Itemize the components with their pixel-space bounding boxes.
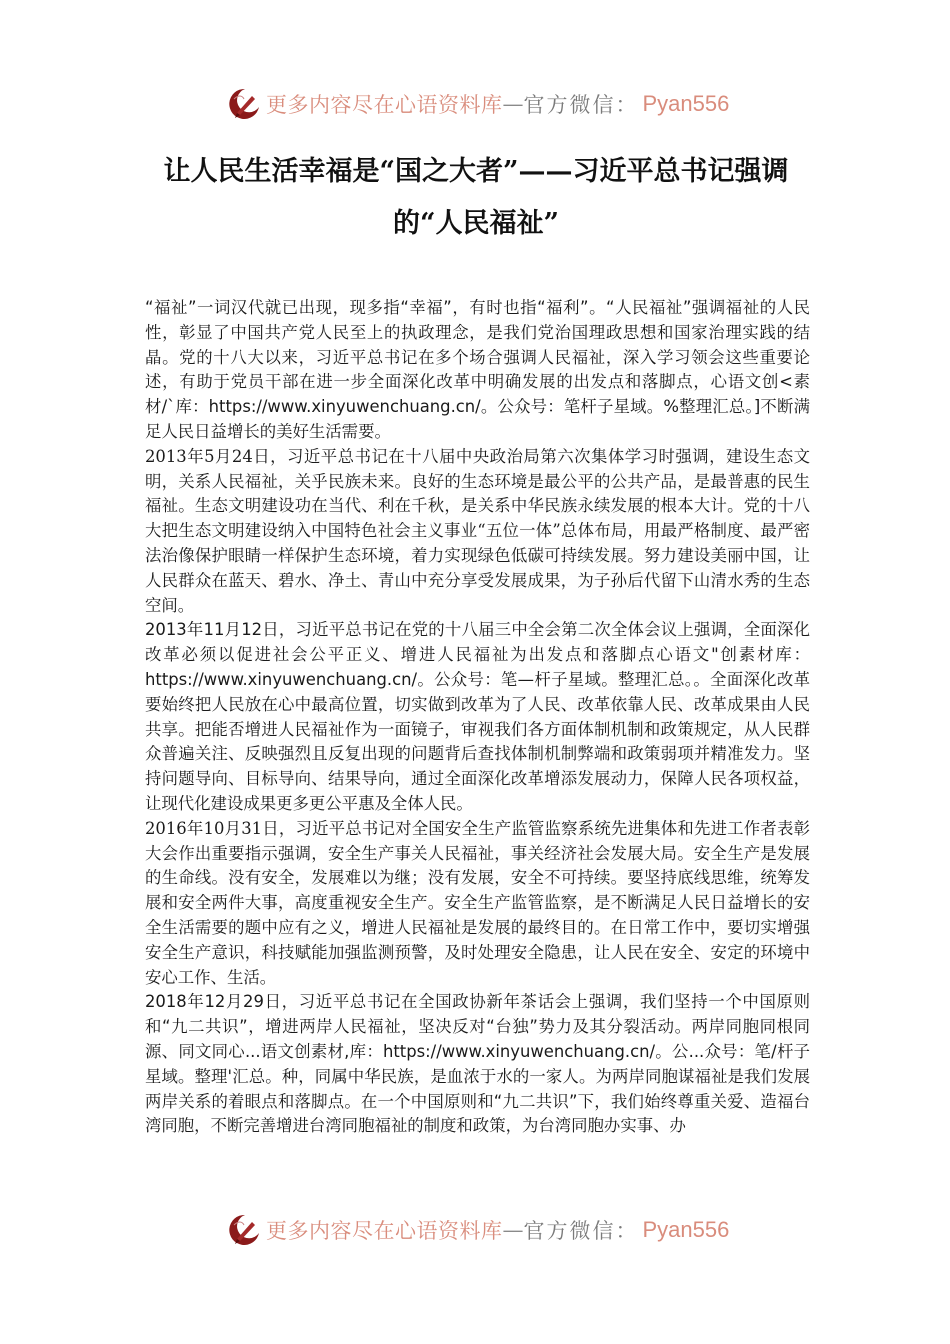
intro-paragraph: “福祉”一词汉代就已出现，现多指“幸福”，有时也指“福利”。“人民福祉”强调福祉的人民性，彰显了中国共产党人民至上的执政理念，是我们党治国理政思想和国家治理实践的结晶。党的十八大以来，习近平总书记在多个场合强调人民福祉，深入学习领会这些重要论述，有助于党员干部在进一步全面深化改革中明确发展的出发点和落脚点，心语文创<素材/`库：https://www.xinyuwenchuang.cn/。公众号：笔杆子星域。%整理汇总。]不断满足人民日益增长的美好生活需要。 [145,298,810,441]
document-title: 让人民生活幸福是“国之大者”——习近平总书记强调的“人民福祉” [163,156,789,239]
paragraph-2016-10-31: 2016年10月31日，习近平总书记对全国安全生产监管监察系统先进集体和先进工作者表彰大会作出重要指示强调，安全生产事关人民福祉，事关经济社会发展大局。安全生产是发展的生命线。没有安全，发展难以为继；没有发展，安全不可持续。要坚持底线思维，统筹发展和安全两件大事，高度重视安全生产。安全生产监管监察，是不断满足人民日益增长的安全生活需要的题中应有之义，增进人民福祉是发展的最终目的。在日常工作中，要切实增强安全生产意识，科技赋能加强监测预警，及时处理安全隐患，让人民在安全、安定的环境中安心工作、生活。 [145,818,810,987]
paragraph-2013-11-12: 2013年11月12日，习近平总书记在党的十八届三中全会第二次全体会议上强调，全面深化改革必须以促进社会公平正义、增进人民福祉为出发点和落脚点心语文"创素材库：https://www.xinyuwenchuang.cn/。公众号：笔—杆子星域。整理汇总。。全面深化改革要始终把人民放在心中最高位置，切实做到改革为了人民、改革依靠人民、改革成果由人民共享。把能否增进人民福祉作为一面镜子，审视我们各方面体制机制和政策规定，从人民群众普遍关注、反映强烈且反复出现的问题背后查找体制机制弊端和政策弱项并精准发力。坚持问题导向、目标导向、结果导向，通过全面深化改革增添发展动力，保障人民各项权益，让现代化建设成果更多更公平惠及全体人民。 [145,620,810,813]
banner-dash: — [502,92,524,116]
header-banner [228,84,728,124]
banner-wechat-label: 官方微信： [523,93,639,117]
banner-promo-text: 更多内容尽在心语资料库 [266,93,503,117]
banner-wechat-id: Pyan556 [642,1217,730,1242]
banner-wechat-label: 官方微信： [523,1219,639,1243]
paragraph-2013-05-24: 2013年5月24日，习近平总书记在十八届中央政治局第六次集体学习时强调，建设生态文明，关系人民福祉，关乎民族未来。良好的生态环境是最公平的公共产品，是最普惠的民生福祉。生态文明建设功在当代、利在千秋，是关系中华民族永续发展的根本大计。党的十八大把生态文明建设纳入中国特色社会主义事业“五位一体”总体布局，用最严格制度、最严密法治像保护眼睛一样保护生态环境，着力实现绿色低碳可持续发展。努力建设美丽中国，让人民群众在蓝天、碧水、净土、青山中充分享受发展成果，为子孙后代留下山清水秀的生态空间。 [145,446,810,615]
document-body [145,296,810,1139]
banner-wechat-id: Pyan556 [642,91,730,116]
banner-promo-text: 更多内容尽在心语资料库 [266,1219,503,1243]
footer-banner [228,1210,728,1250]
paragraph-2018-12-29: 2018年12月29日，习近平总书记在全国政协新年茶话会上强调，我们坚持一个中国原则和“九二共识”，增进两岸人民福祉，坚决反对“台独”势力及其分裂活动。两岸同胞同根同源、同文同心...语文创素材,库：https://www.xinyuwenchuang.cn/。公...众号：笔/杆子星域。整理'汇总。种，同属中华民族，是血浓于水的一家人。为两岸同胞谋福祉是我们发展两岸关系的着眼点和落脚点。在一个中国原则和“九二共识”下，我们始终尊重关爱、造福台湾同胞，不断完善增进台湾同胞福祉的制度和政策，为台湾同胞办实事、办 [145,992,810,1136]
banner-dash: — [502,1218,524,1242]
quill-pen-logo-icon [228,87,262,121]
quill-pen-logo-icon [228,1213,262,1247]
